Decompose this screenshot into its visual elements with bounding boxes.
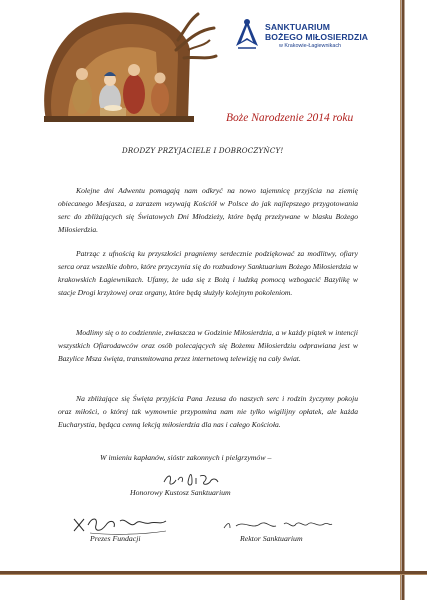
logo-line-2: BOŻEGO MIŁOSIERDZIA	[265, 32, 369, 42]
guardian-role: Honorowy Kustosz Sanktuarium	[130, 488, 231, 497]
nativity-illustration	[38, 10, 218, 128]
rector-role: Rektor Sanktuarium	[240, 534, 303, 543]
right-decorative-border	[400, 0, 406, 600]
logo-line-3: w Krakowie-Łagiewnikach	[279, 43, 342, 49]
divine-mercy-emblem-icon	[232, 16, 262, 50]
bottom-decorative-border	[0, 568, 427, 578]
paragraph-advent: Kolejne dni Adwentu pomagają nam odkryć na nowo tajemnicę przyjścia na ziemię obiecanego Mesjasza, a zarazem wzywają Kościół w Polsce do jak najlepszego przygotowania serc do zbliżających się Światowych Dni Młodzieży, które będą przeżywane w blasku Bożego Miłosierdzia.	[58, 185, 358, 234]
logo-line-1: SANKTUARIUM	[265, 22, 331, 32]
logo-text	[265, 22, 385, 51]
letter-greeting: DRODZY PRZYJACIELE I DOBROCZYŃCY!	[122, 146, 284, 155]
sanctuary-logo	[232, 16, 382, 66]
paragraph-wishes: Na zbliżające się Święta przyjścia Pana Jezusa do naszych serc i rodzin życzymy pokoju oraz miłości, o której tak wymownie przypomina nam nie tylko wigilijny opłatek, ale każda Eucharystia, będąca cenną lekcją miłosierdzia dla nas i całego Kościoła.	[58, 393, 358, 429]
foundation-role: Prezes Fundacji	[90, 534, 141, 543]
paragraph-thanks: Patrząc z ufnością ku przyszłości pragniemy serdecznie podziękować za modlitwy, ofiary serca oraz wszelkie dobro, które przyczynia się do rozbudowy Sanktuarium Bożego Miłosierdzia w krakowskich Łagiewnikach. Ufamy, że uda się z Bożą i ludzką pomocą wzbogacić Bazylikę w stacje Drogi krzyżowej oraz organy, które będą służyły kolejnym pokoleniom.	[58, 248, 358, 297]
paragraph-prayer: Modlimy się o to codziennie, zwłaszcza w Godzinie Miłosierdzia, a w każdy piątek w intencji wszystkich Ofiarodawców oraz osób polecających się Bożemu Miłosierdziu odprawiana jest w Bazylice Msza święta, transmitowana przez internetową telewizję na cały świat.	[58, 327, 358, 363]
rector-signature	[222, 516, 334, 534]
letter-title: Boże Narodzenie 2014 roku	[226, 112, 354, 124]
closing-line: W imieniu kapłanów, sióstr zakonnych i pielgrzymów –	[100, 453, 272, 462]
guardian-signature	[162, 470, 222, 488]
